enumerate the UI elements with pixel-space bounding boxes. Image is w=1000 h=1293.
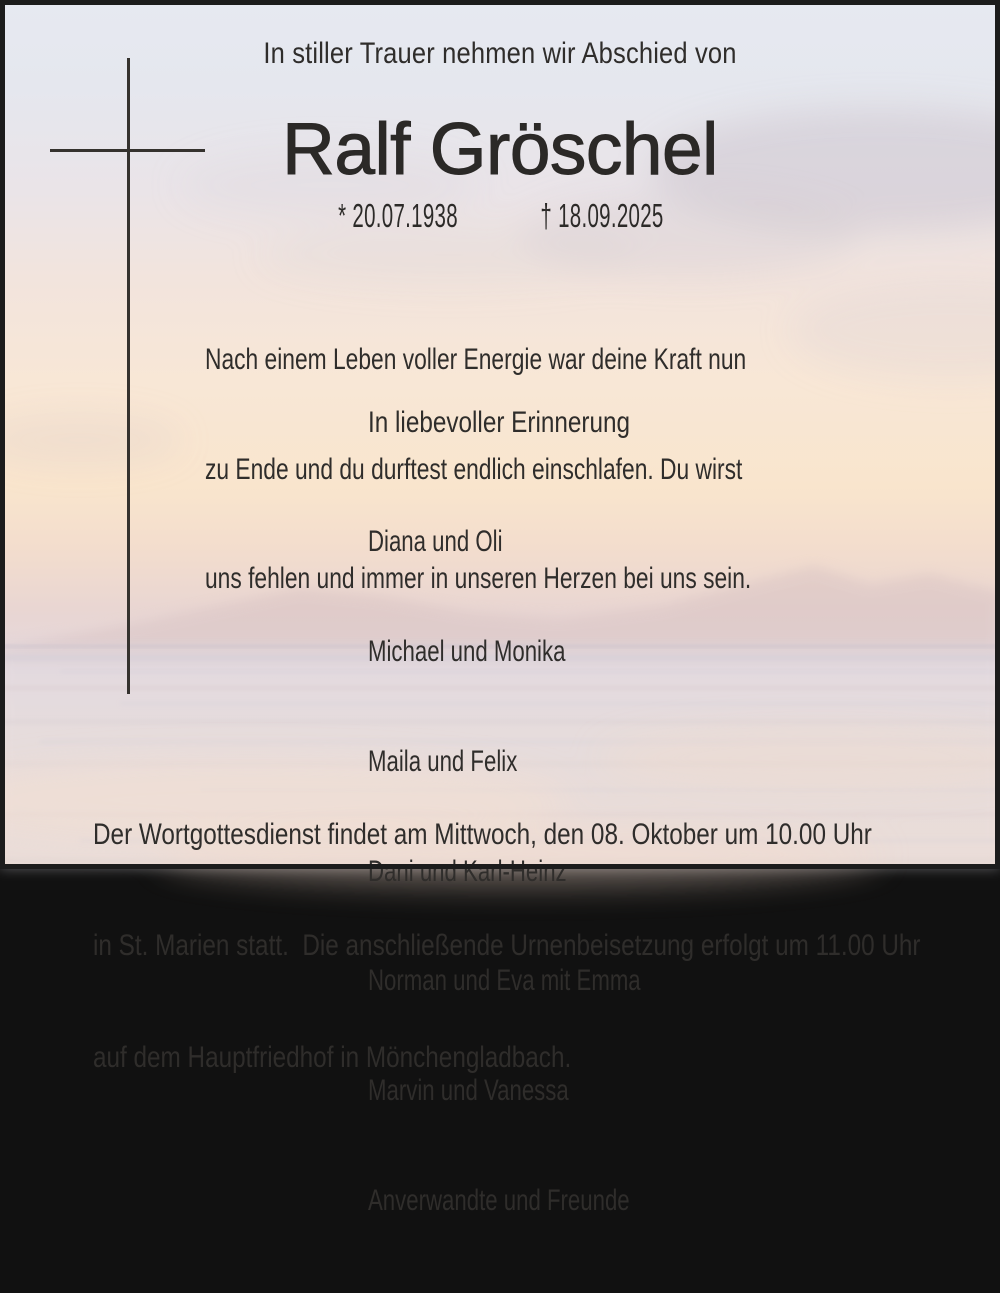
mourner-name: Dani und Karl-Heinz	[368, 854, 567, 888]
service-line: in St. Marien statt. Die anschließende Urnenbeisetzung erfolgt um 11.00 Uhr	[93, 929, 921, 963]
service-announcement	[93, 741, 921, 1151]
service-line: auf dem Hauptfriedhof in Mönchengladbach.	[93, 1041, 572, 1075]
mourner-name: Diana und Oli	[368, 525, 503, 559]
tribute-line: uns fehlen und immer in unseren Herzen bei uns sein.	[205, 562, 752, 595]
death-date: † 18.09.2025	[540, 197, 664, 234]
mourner-name: Anverwandte und Freunde	[368, 1183, 630, 1217]
birth-date: * 20.07.1938	[338, 197, 458, 234]
tribute-line: zu Ende und du durftest endlich einschlafen. Du wirst	[205, 452, 743, 486]
mourner-name: Maila und Felix	[368, 744, 518, 778]
intro-line: In stiller Trauer nehmen wir Abschied von	[263, 37, 737, 70]
mourner-name: Norman und Eva mit Emma	[368, 964, 641, 998]
tribute-line: Nach einem Leben voller Energie war deine Kraft nun	[205, 343, 747, 376]
service-line: Der Wortgottesdienst findet am Mittwoch, den 08. Oktober um 10.00 Uhr	[93, 817, 872, 851]
deceased-name: Ralf Gröschel	[282, 109, 718, 190]
mourner-name: Marvin und Vanessa	[368, 1074, 569, 1108]
remembrance-line: In liebevoller Erinnerung	[368, 406, 631, 439]
mourner-name: Michael und Monika	[368, 634, 566, 668]
